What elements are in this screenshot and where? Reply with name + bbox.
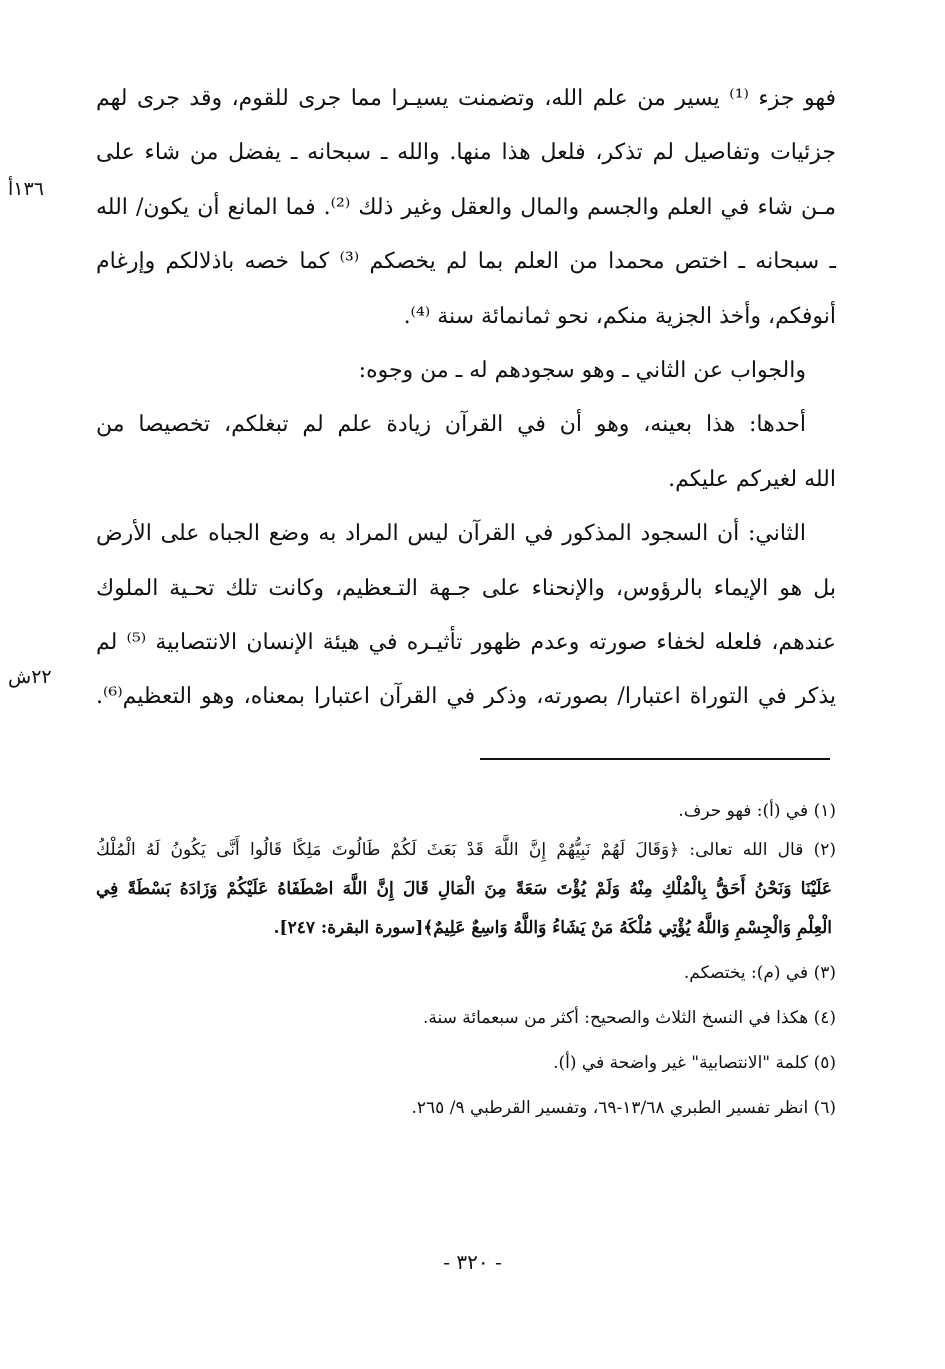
body-line: أنوفكم، وأخذ الجزية منكم، نحو ثمانمائة سنة ⁽⁴⁾. bbox=[403, 303, 836, 329]
footnote: (١) في (أ): فهو حرف. bbox=[678, 801, 836, 821]
footnote: (٦) انظر تفسير الطبري ١٣/٦٨-٦٩، وتفسير القرطبي ٩/ ٢٦٥. bbox=[411, 1098, 836, 1118]
page-number: - ٣٢٠ - bbox=[443, 1250, 502, 1274]
body-line: الثاني: أن السجود المذكور في القرآن ليس المراد به وضع الجباه على الأرض bbox=[96, 521, 806, 547]
body-line: يذكر في التوراة اعتبارا/ بصورته، وذكر في القرآن اعتبارا بمعناه، وهو التعظيم⁽⁶⁾. bbox=[96, 684, 836, 710]
body-line: مـن شاء في العلم والجسم والمال والعقل وغير ذلك ⁽²⁾. فما المانع أن يكون/ الله bbox=[96, 194, 836, 220]
body-line: بل هو الإيماء بالرؤوس، والإنحناء على جـهة التـعظيم، وكانت تلك تحـية الملوك bbox=[96, 575, 836, 601]
footnote-separator bbox=[480, 758, 830, 760]
footnote: (٢) قال الله تعالى: ﴿وَقَالَ لَهُمْ نَبِيُّهُمْ إِنَّ اللَّهَ قَدْ بَعَثَ لَكُمْ طَالُوتَ مَلِكًا قَالُوا أَنَّى يَكُونُ لَهُ الْمُلْكُ bbox=[96, 840, 836, 860]
body-line: جزئيات وتفاصيل لم تذكر، فلعل هذا منها. والله ـ سبحانه ـ يفضل من شاء على bbox=[96, 140, 836, 166]
footnote: (٣) في (م): يختصكم. bbox=[683, 963, 836, 983]
body-line: أحدها: هذا بعينه، وهو أن في القرآن زيادة علم لم تبغلكم، تخصيصا من bbox=[96, 412, 806, 438]
body-line: الله لغيركم عليكم. bbox=[668, 466, 836, 492]
footnote-continuation: الْعِلْمِ وَالْجِسْمِ وَاللَّهُ يُؤْتِي مُلْكَهُ مَنْ يَشَاءُ وَاللَّهُ وَاسِعٌ عَلِيمٌ﴾[سورة البقرة: ٢٤٧]. bbox=[273, 918, 832, 938]
footnotes bbox=[96, 792, 836, 1128]
body-line: فهو جزء ⁽¹⁾ يسير من علم الله، وتضمنت يسيـرا مما جرى للقوم، وقد جرى لهم bbox=[96, 86, 836, 111]
footnote: (٥) كلمة "الانتصابية" غير واضحة في (أ). bbox=[553, 1053, 836, 1073]
body-line: ـ سبحانه ـ اختص محمدا من العلم بما لم يخصكم ⁽³⁾ كما خصه باذلالكم وإرغام bbox=[96, 249, 836, 275]
footnote: (٤) هكذا في النسخ الثلاث والصحيح: أكثر من سبعمائة سنة. bbox=[422, 1008, 836, 1028]
margin-note-manuscript-a: ١٣٦أ bbox=[8, 178, 44, 200]
footnote-continuation: عَلَيْنَا وَنَحْنُ أَحَقُّ بِالْمُلْكِ مِنْهُ وَلَمْ يُؤْتَ سَعَةً مِنَ الْمَالِ قَالَ إِنَّ اللَّهَ اصْطَفَاهُ عَلَيْكُمْ وَزَادَهُ بَسْطَةً فِي bbox=[96, 879, 832, 899]
body-line: والجواب عن الثاني ـ وهو سجودهم له ـ من وجوه: bbox=[358, 357, 806, 383]
body-line: عندهم، فلعله لخفاء صورته وعدم ظهور تأثيـره في هيئة الإنسان الانتصابية ⁽⁵⁾ لم bbox=[96, 629, 836, 655]
body-text bbox=[96, 72, 836, 725]
margin-note-manuscript-sh: ٢٢ش bbox=[8, 666, 52, 688]
